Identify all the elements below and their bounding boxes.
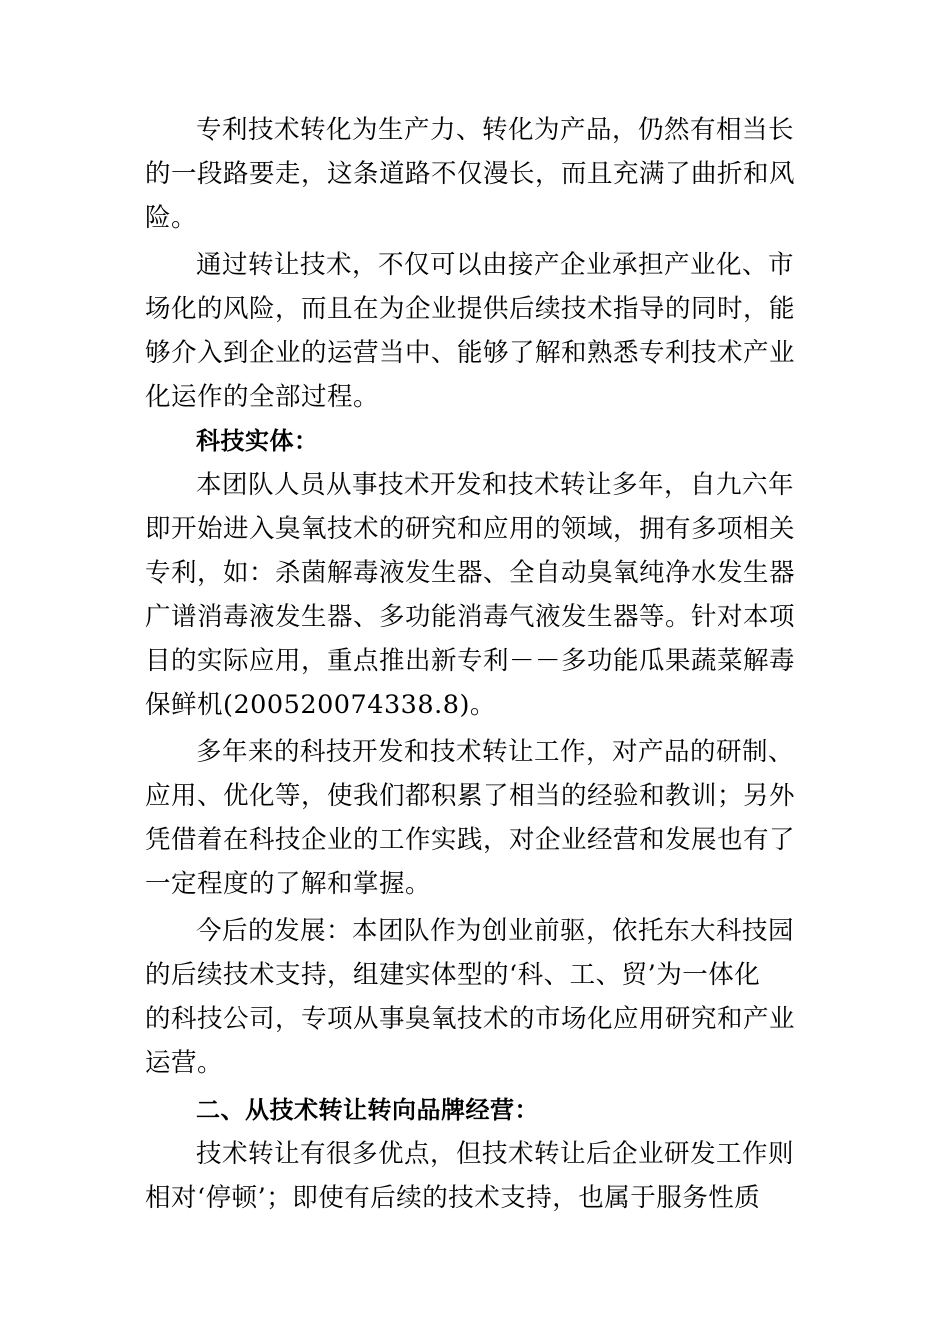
text-line: 相对‘停顿’；即使有后续的技术支持，也属于服务性质 (145, 1183, 761, 1213)
text-line: 的科技公司，专项从事臭氧技术的市场化应用研究和产业 (145, 1004, 796, 1034)
paragraph (145, 909, 810, 1085)
text-line: 够介入到企业的运营当中、能够了解和熟悉专利技术产业 (145, 338, 796, 368)
paragraph (145, 1132, 810, 1220)
text-line: 应用、优化等，使我们都积累了相当的经验和教训；另外 (145, 781, 796, 811)
text-line: 专利，如：杀菌解毒液发生器、全自动臭氧纯净水发生器 (145, 558, 796, 588)
text-line: 技术转让有很多优点，但技术转让后企业研发工作则 (196, 1139, 795, 1169)
text-line: 的后续技术支持，组建实体型的‘科、工、贸’为一体化 (145, 960, 761, 990)
document-page (145, 108, 810, 1220)
text-line: 广谱消毒液发生器、多功能消毒气液发生器等。针对本项 (145, 602, 796, 632)
text-line: 运营。 (145, 1048, 224, 1078)
text-line: 场化的风险，而且在为企业提供后续技术指导的同时，能 (145, 294, 796, 324)
text-line: 险。 (145, 203, 198, 233)
section-heading: 二、从技术转让转向品牌经营： (196, 1096, 539, 1124)
paragraph (145, 730, 810, 906)
text-line: 即开始进入臭氧技术的研究和应用的领域，拥有多项相关 (145, 514, 796, 544)
text-line: 通过转让技术，不仅可以由接产企业承担产业化、市 (196, 250, 795, 280)
text-line: 多年来的科技开发和技术转让工作，对产品的研制、 (196, 737, 795, 767)
text-line: 化运作的全部过程。 (145, 382, 380, 412)
text-line: 凭借着在科技企业的工作实践，对企业经营和发展也有了 (145, 825, 796, 855)
text-line: 今后的发展：本团队作为创业前驱，依托东大科技园 (196, 916, 795, 946)
paragraph (145, 463, 810, 727)
text-line: 目的实际应用，重点推出新专利－－多功能瓜果蔬菜解毒 (145, 646, 796, 676)
text-line: 专利技术转化为生产力、转化为产品，仍然有相当长 (196, 115, 795, 145)
text-line: 本团队人员从事技术开发和技术转让多年，自九六年 (196, 470, 795, 500)
text-line: 保鲜机(200520074338.8)。 (145, 690, 496, 720)
paragraph (145, 108, 810, 240)
paragraph (145, 243, 810, 419)
text-line: 一定程度的了解和掌握。 (145, 869, 432, 899)
text-line: 的一段路要走，这条道路不仅漫长，而且充满了曲折和风 (145, 159, 796, 189)
section-heading: 科技实体： (196, 427, 319, 455)
